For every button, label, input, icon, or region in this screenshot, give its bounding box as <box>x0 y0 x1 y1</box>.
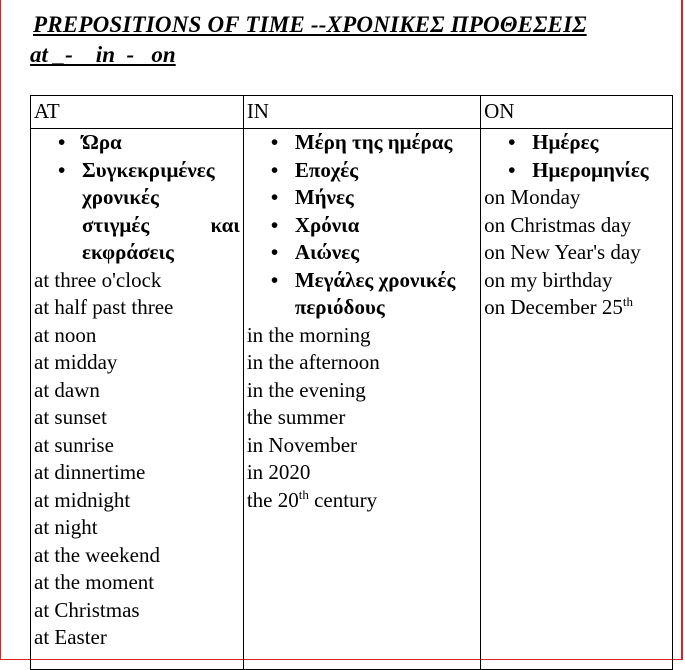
in-bullet-list <box>247 129 477 322</box>
example-line: the 20th century <box>246 486 378 512</box>
header-at: AT <box>31 96 244 129</box>
example-line: in the evening <box>246 377 366 402</box>
example-line: at noon <box>34 322 97 347</box>
in-column <box>243 129 480 670</box>
example-line: at three o'clock <box>34 267 162 292</box>
example-line: on Monday <box>484 185 581 209</box>
prepositions-table <box>30 95 673 670</box>
table-body-row <box>31 129 673 670</box>
example-line: on Christmas day <box>484 212 632 237</box>
example-line: in November <box>246 432 358 457</box>
example-line: on December 25th <box>484 294 634 319</box>
example-line: at the moment <box>34 570 155 594</box>
list-item: • Ημέρες <box>484 129 669 157</box>
table-header-row <box>31 96 673 129</box>
example-line: in 2020 <box>246 460 311 484</box>
at-bullet-list <box>34 129 240 267</box>
example-line: at night <box>34 515 98 539</box>
page-subtitle: at _- in - on <box>30 42 176 67</box>
example-line: at sunset <box>34 405 107 429</box>
list-item-text: εκφράσεις <box>82 240 174 264</box>
example-line: in the morning <box>246 322 371 347</box>
example-line: at midday <box>34 350 118 374</box>
list-item: • Χρόνια <box>247 212 477 240</box>
list-item: • Μήνες <box>247 184 477 212</box>
list-item: • Ημερομηνίες <box>484 157 669 185</box>
list-item-text: στιγμές και <box>82 212 240 237</box>
example-line: on my birthday <box>484 267 613 292</box>
example-line: in the afternoon <box>246 350 380 374</box>
list-item: • Μέρη της ημέρας <box>247 129 477 157</box>
header-in: IN <box>243 96 480 129</box>
list-item-text: Συγκεκριμένες χρονικές <box>82 157 215 209</box>
example-line: at dawn <box>34 377 100 402</box>
list-item: • Αιώνες <box>247 239 477 267</box>
example-line: on New Year's day <box>484 240 641 264</box>
example-line: at half past three <box>34 295 174 319</box>
example-line: at dinnertime <box>34 460 146 484</box>
page-title: PREPOSITIONS OF TIME --ΧΡΟΝΙΚΕΣ ΠΡΟΘΕΣΕΙΣ <box>33 12 587 37</box>
example-line: at Easter <box>34 625 107 649</box>
example-line: at sunrise <box>34 432 114 457</box>
at-column <box>31 129 244 670</box>
example-line: at Christmas <box>34 597 140 622</box>
on-column <box>481 129 673 670</box>
list-item: • Μεγάλες χρονικές περιόδους <box>247 267 477 322</box>
example-line: the summer <box>246 405 346 429</box>
example-line: at midnight <box>34 487 131 512</box>
header-on: ON <box>481 96 673 129</box>
example-line: at the weekend <box>34 542 160 567</box>
list-item: • Ώρα <box>34 129 240 157</box>
list-item <box>34 157 240 267</box>
list-item: • Εποχές <box>247 157 477 185</box>
on-bullet-list <box>484 129 669 184</box>
